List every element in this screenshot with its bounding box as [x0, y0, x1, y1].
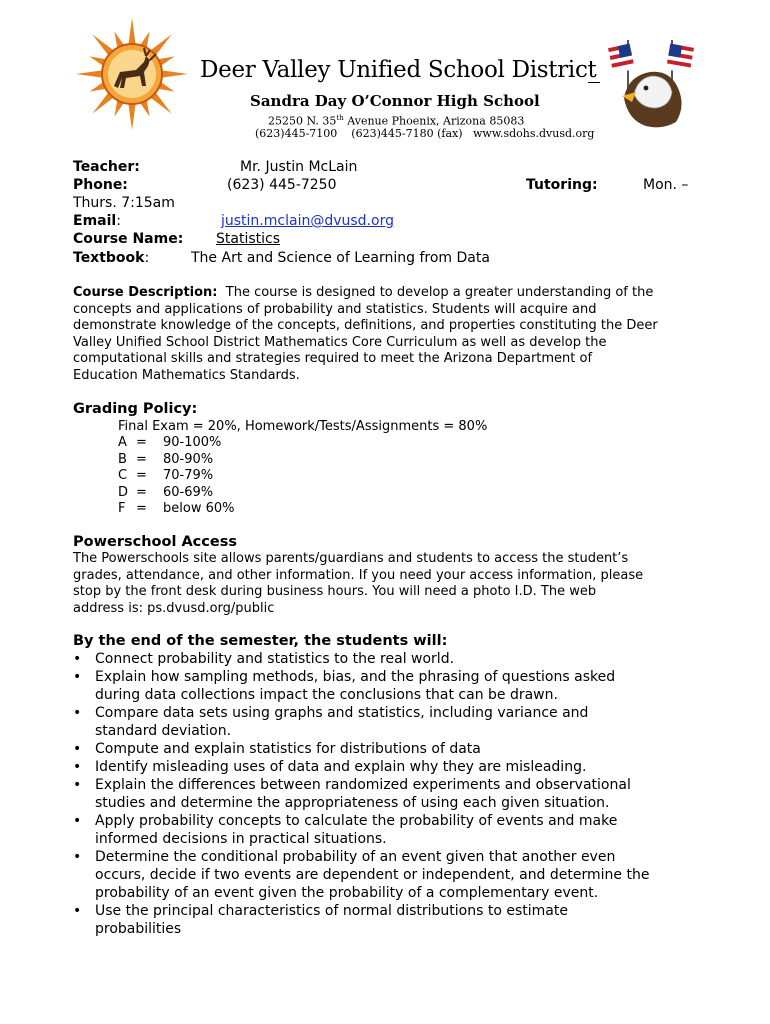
objective-item: • Compute and explain statistics for distributions of data: [73, 740, 743, 758]
school-website: www.sdohs.dvusd.org: [473, 127, 595, 140]
grade-row: A = 90-100%: [118, 435, 222, 450]
phone-label: Phone:: [73, 177, 128, 193]
textbook-title: The Art and Science of Learning from Data: [191, 250, 490, 266]
teacher-email-link[interactable]: justin.mclain@dvusd.org: [221, 213, 394, 229]
tutoring-time: Thurs. 7:15am: [73, 195, 175, 211]
course-label: Course Name:: [73, 231, 184, 247]
textbook-label: Textbook:: [73, 250, 150, 266]
objective-item: • Explain the differences between randomized experiments and observational studies and determine the appropriateness of using each given situation.: [73, 776, 743, 812]
objective-item: • Determine the conditional probability of an event given that another even occurs, decide if two events are dependent or independent, and determine the probability of an event given the probability of a complementary event.: [73, 848, 743, 902]
objective-item: • Identify misleading uses of data and explain why they are misleading.: [73, 758, 743, 776]
objective-item: • Connect probability and statistics to the real world.: [73, 650, 743, 668]
district-name: Deer Valley Unified School District: [200, 57, 597, 83]
district-sun-logo: [74, 16, 190, 132]
powerschool-heading: Powerschool Access: [73, 534, 237, 550]
course-name: Statistics: [216, 231, 280, 247]
teacher-label: Teacher:: [73, 159, 140, 175]
teacher-name: Mr. Justin McLain: [240, 159, 358, 175]
grade-row: F = below 60%: [118, 501, 235, 516]
tutoring-days: Mon. –: [643, 177, 689, 193]
powerschool-text: The Powerschools site allows parents/guardians and students to access the student’s grades, attendance, and other information. If you need your access information, please stop by the front desk during business hours. You will need a photo I.D. The web address is: ps.dvusd.org/public: [73, 551, 644, 616]
objective-item: • Compare data sets using graphs and statistics, including variance and standard deviation.: [73, 704, 743, 740]
course-description: Course Description: The course is designed to develop a greater understanding of the concepts and applications of probability and statistics. Students will acquire and demonstrate knowledge of the concepts, definitions, and properties constituting the Deer Valley Unified School District Mathematics Core Curriculum as well as develop the computational skills and strategies required to meet the Arizona Department of Education Mathematics Standards.: [73, 285, 658, 383]
grade-row: C = 70-79%: [118, 468, 214, 483]
school-address: 25250 N. 35th Avenue Phoenix, Arizona 85083: [268, 114, 525, 128]
grade-row: D = 60-69%: [118, 484, 214, 500]
eagle-flags-logo: [606, 36, 696, 132]
grading-heading: Grading Policy:: [73, 401, 198, 417]
objective-item: • Apply probability concepts to calculate the probability of events and make informed decisions in practical situations.: [73, 812, 743, 848]
objective-item: • Explain how sampling methods, bias, and the phrasing of questions asked during data collections impact the conclusions that can be drawn.: [73, 668, 743, 704]
school-contact: [255, 127, 594, 141]
school-name: Sandra Day O’Connor High School: [250, 92, 540, 110]
tutoring-label: Tutoring:: [526, 177, 598, 193]
grade-row: B = 80-90%: [118, 451, 214, 467]
header-rule: [588, 82, 600, 83]
objectives-list: [73, 650, 743, 938]
objectives-heading: By the end of the semester, the students will:: [73, 633, 448, 649]
school-phone: (623)445-7100: [255, 127, 338, 140]
teacher-phone: (623) 445-7250: [227, 177, 337, 193]
description-label: Course Description:: [73, 285, 218, 300]
email-label: Email:: [73, 213, 121, 229]
grading-weights: Final Exam = 20%, Homework/Tests/Assignments = 80%: [118, 419, 488, 434]
school-fax: (623)445-7180 (fax): [351, 127, 463, 140]
grading-scale: [118, 435, 234, 518]
objective-item: • Use the principal characteristics of normal distributions to estimate probabilities: [73, 902, 743, 938]
